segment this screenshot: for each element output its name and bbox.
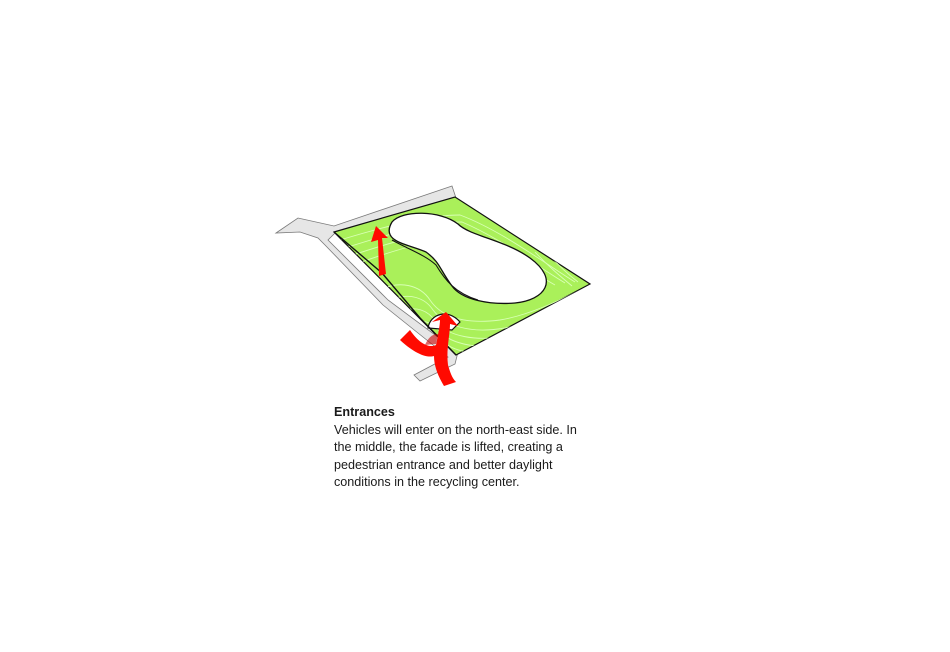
- caption-title: Entrances: [334, 405, 395, 419]
- caption-body: Vehicles will enter on the north-east side. In the middle, the facade is lifted, creating a pedestrian entrance and better daylight conditions in the recycling center.: [334, 422, 577, 490]
- caption-block: [334, 404, 624, 492]
